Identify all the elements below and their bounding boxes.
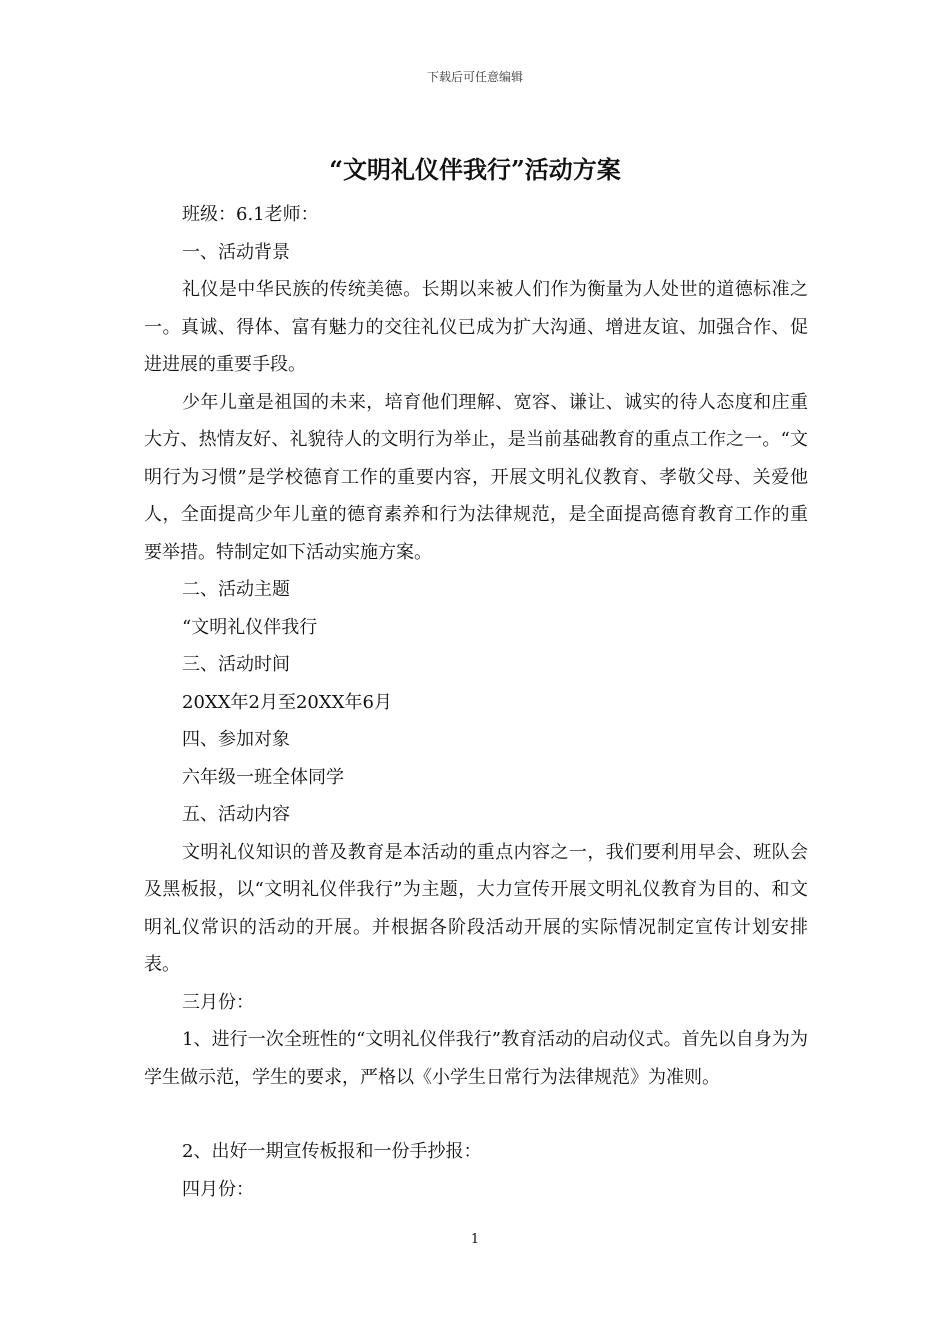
paragraph-etiquette-intro: 礼仪是中华民族的传统美德。长期以来被人们作为衡量为人处世的道德标准之一。真诚、得体、富有魅力的交往礼仪已成为扩大沟通、增进友谊、加强合作、促进进展的重要手段。 (144, 279, 808, 375)
class-teacher-line: 班级：6.1老师： (182, 204, 319, 225)
document-body (144, 196, 808, 1208)
time-text: 20XX年2月至20XX年6月 (182, 691, 392, 713)
theme-text: “文明礼仪伴我行 (182, 616, 318, 638)
participants-text: 六年级一班全体同学 (182, 766, 344, 788)
page-number: 1 (470, 1232, 480, 1247)
section-heading-content: 五、活动内容 (182, 804, 290, 825)
section-heading-background: 一、活动背景 (182, 241, 290, 263)
march-item-2: 2、出好一期宣传板报和一份手抄报： (182, 1141, 482, 1162)
march-item-1: 1、进行一次全班性的“文明礼仪伴我行”教育活动的启动仪式。首先以自身为为学生做示范，学生的要求，严格以《小学生日常行为法律规范》为准则。 (144, 1029, 808, 1088)
paragraph-children-future: 少年儿童是祖国的未来，培育他们理解、宽容、谦让、诚实的待人态度和庄重大方、热情友好、礼貌待人的文明行为举止，是当前基础教育的重点工作之一。“文明行为习惯”是学校德育工作的重要内容，开展文明礼仪教育、孝敬父母、关爱他人，全面提高少年儿童的德育素养和行为法律规范，是全面提高德育教育工作的重要举措。特制定如下活动实施方案。 (144, 391, 808, 563)
section-heading-time: 三、活动时间 (182, 654, 290, 675)
month-heading-april: 四月份： (182, 1178, 254, 1200)
month-heading-march: 三月份： (182, 991, 254, 1013)
section-heading-participants: 四、参加对象 (182, 729, 290, 750)
document-title: “文明礼仪伴我行”活动方案 (329, 155, 621, 184)
page-header-note: 下载后可任意编辑 (426, 70, 523, 84)
paragraph-content-intro: 文明礼仪知识的普及教育是本活动的重点内容之一，我们要利用早会、班队会及黑板报，以“文明礼仪伴我行”为主题，大力宣传开展文明礼仪教育为目的、和文明礼仪常识的活动的开展。并根据各阶段活动开展的实际情况制定宣传计划安排表。 (144, 841, 808, 975)
section-heading-theme: 二、活动主题 (182, 579, 290, 600)
